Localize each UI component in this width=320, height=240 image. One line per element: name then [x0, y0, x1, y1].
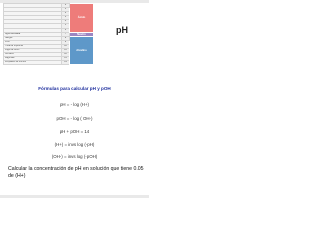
substance-cell: Agua destilada [4, 32, 62, 36]
substance-cell: Vino [4, 40, 62, 44]
ph-value-cell: 8 [62, 36, 70, 40]
ph-value-cell: 2 [62, 12, 70, 16]
formulas-title: Fórmulas para calcular pH y pOH [38, 86, 111, 91]
category-cell: Neutro [70, 32, 94, 36]
ph-value-cell: 10 [62, 44, 70, 48]
ph-value-cell: 11 [62, 49, 70, 53]
ph-value-cell: 4 [62, 20, 70, 24]
ph-scale-table [3, 3, 94, 65]
ph-value-cell: 0 [62, 4, 70, 8]
substance-cell: Tinta de imprenta [4, 44, 62, 48]
ph-value-cell: 7 [62, 32, 70, 36]
ph-value-cell: 14 [62, 61, 70, 65]
formula-ph: pH = - log (H+) [59, 102, 90, 107]
category-cell: Alcalino [70, 36, 94, 65]
formula-oh-concentration: (OH-) = invs log (-pOH) [51, 154, 98, 159]
substance-cell: Jugo de limón [4, 49, 62, 53]
ph-value-cell: 6 [62, 28, 70, 32]
ph-value-cell: 3 [62, 16, 70, 20]
category-cell: Ácido [70, 4, 94, 33]
ph-value-cell: 13 [62, 57, 70, 61]
substance-cell: Sangre [4, 36, 62, 40]
exercise-question: Calcular la concentración de pH en solución que tiene 0.05 de (H+) [8, 166, 144, 179]
substance-cell: Lágrimas [4, 57, 62, 61]
ph-value-cell: 12 [62, 53, 70, 57]
ph-value-cell: 9 [62, 40, 70, 44]
formula-sum: pH + pOH = 14 [59, 129, 90, 134]
ph-value-cell: 5 [62, 24, 70, 28]
formula-h-concentration: (H+) = invs log (-pH) [54, 142, 95, 147]
formula-poh: pOH = - log ( OH-) [56, 116, 93, 121]
substance-cell: Limpiador de hornos [4, 61, 62, 65]
substance-cell: Cerveza [4, 53, 62, 57]
ph-value-cell: 1 [62, 8, 70, 12]
slide-title: pH [116, 25, 128, 35]
bottom-bar [0, 195, 149, 198]
